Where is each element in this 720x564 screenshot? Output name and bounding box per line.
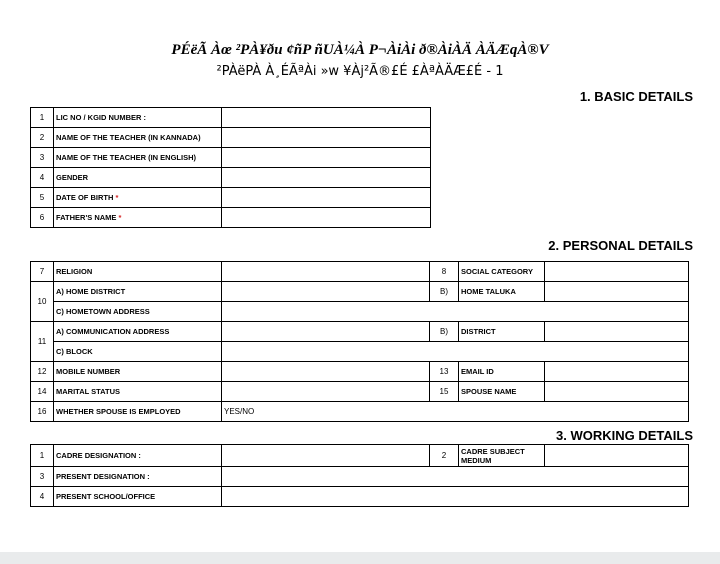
field-label-spouse-name: SPOUSE NAME [459, 382, 545, 402]
cadre-designation-input[interactable] [222, 445, 430, 467]
row-number: 2 [31, 128, 54, 148]
table-row [31, 382, 689, 402]
label-text: FATHER'S NAME [56, 213, 117, 222]
spouse-name-input[interactable] [545, 382, 689, 402]
field-label-cadre-designation: CADRE DESIGNATION : [54, 445, 222, 467]
required-asterisk: * [118, 213, 122, 222]
row-number: 11 [31, 322, 54, 362]
religion-input[interactable] [222, 262, 430, 282]
field-label-name-english: NAME OF THE TEACHER (IN ENGLISH) [54, 148, 222, 168]
table-row [31, 262, 689, 282]
communication-address-input[interactable] [222, 322, 430, 342]
page-footer-bar [0, 552, 720, 564]
row-number: 3 [31, 148, 54, 168]
table-row [31, 208, 431, 228]
district-input[interactable] [545, 322, 689, 342]
table-row [31, 487, 689, 507]
table-row [31, 168, 431, 188]
sub-item-marker: B) [430, 282, 459, 302]
email-id-input[interactable] [545, 362, 689, 382]
label-text: DATE OF BIRTH [56, 193, 114, 202]
table-row [31, 342, 689, 362]
home-taluka-input[interactable] [545, 282, 689, 302]
field-label-religion: RELIGION [54, 262, 222, 282]
field-label-block: C) BLOCK [54, 342, 222, 362]
lic-kgid-input[interactable] [222, 108, 431, 128]
row-number: 1 [31, 445, 54, 467]
field-label-cadre-subject-medium: CADRE SUBJECT MEDIUM [459, 445, 545, 467]
home-district-input[interactable] [222, 282, 430, 302]
table-row [31, 148, 431, 168]
field-label-date-of-birth [54, 188, 222, 208]
section-heading-working-details: 3. WORKING DETAILS [556, 428, 693, 443]
row-number: 13 [430, 362, 459, 382]
date-of-birth-input[interactable] [222, 188, 431, 208]
fathers-name-input[interactable] [222, 208, 431, 228]
required-asterisk: * [115, 193, 119, 202]
row-number: 15 [430, 382, 459, 402]
field-label-email-id: EMAIL ID [459, 362, 545, 382]
form-title-kannada: PÉëÃ Àœ ²PÀ¥ðu ¢ñP ñUÀ¼À P¬ÀiÀi ð®ÀiÀÄ ÀÄÆqÀ®V [171, 42, 549, 58]
row-number: 2 [430, 445, 459, 467]
personal-details-table [30, 261, 689, 422]
field-label-present-designation: PRESENT DESIGNATION : [54, 467, 222, 487]
form-subtitle-kannada: ²PÀëPÀ À¸ÉÃªÀi »w ¥Àj²Ã®£É £ÀªÀÄÆ£É - 1 [216, 64, 504, 79]
field-label-home-taluka: HOME TALUKA [459, 282, 545, 302]
cadre-subject-medium-input[interactable] [545, 445, 689, 467]
present-designation-input[interactable] [222, 467, 689, 487]
block-input[interactable] [222, 342, 689, 362]
row-number: 4 [31, 487, 54, 507]
table-row [31, 108, 431, 128]
field-label-mobile-number: MOBILE NUMBER [54, 362, 222, 382]
table-row [31, 467, 689, 487]
table-row [31, 362, 689, 382]
field-label-district: DISTRICT [459, 322, 545, 342]
row-number: 16 [31, 402, 54, 422]
hometown-address-input[interactable] [222, 302, 689, 322]
row-number: 7 [31, 262, 54, 282]
field-label-name-kannada: NAME OF THE TEACHER (IN KANNADA) [54, 128, 222, 148]
field-label-marital-status: MARITAL STATUS [54, 382, 222, 402]
field-label-spouse-employed: WHETHER SPOUSE IS EMPLOYED [54, 402, 222, 422]
field-label-present-school-office: PRESENT SCHOOL/OFFICE [54, 487, 222, 507]
marital-status-input[interactable] [222, 382, 430, 402]
field-label-fathers-name [54, 208, 222, 228]
table-row [31, 188, 431, 208]
sub-item-marker: B) [430, 322, 459, 342]
field-label-gender: GENDER [54, 168, 222, 188]
table-row [31, 402, 689, 422]
spouse-employed-input[interactable]: YES/NO [222, 402, 689, 422]
gender-input[interactable] [222, 168, 431, 188]
mobile-number-input[interactable] [222, 362, 430, 382]
table-row [31, 302, 689, 322]
field-label-home-district: A) HOME DISTRICT [54, 282, 222, 302]
social-category-input[interactable] [545, 262, 689, 282]
row-number: 8 [430, 262, 459, 282]
row-number: 12 [31, 362, 54, 382]
section-heading-basic-details: 1. BASIC DETAILS [579, 89, 693, 104]
row-number: 6 [31, 208, 54, 228]
row-number: 14 [31, 382, 54, 402]
table-row [31, 445, 689, 467]
field-label-hometown-address: C) HOMETOWN ADDRESS [54, 302, 222, 322]
row-number: 4 [31, 168, 54, 188]
field-label-social-category: SOCIAL CATEGORY [459, 262, 545, 282]
row-number: 1 [31, 108, 54, 128]
table-row [31, 322, 689, 342]
section-heading-personal-details: 2. PERSONAL DETAILS [548, 238, 693, 253]
name-english-input[interactable] [222, 148, 431, 168]
field-label-communication-address: A) COMMUNICATION ADDRESS [54, 322, 222, 342]
basic-details-table [30, 107, 431, 228]
row-number: 5 [31, 188, 54, 208]
working-details-table [30, 444, 689, 507]
row-number: 10 [31, 282, 54, 322]
row-number: 3 [31, 467, 54, 487]
table-row [31, 282, 689, 302]
present-school-office-input[interactable] [222, 487, 689, 507]
field-label-lic-kgid: LIC NO / KGID NUMBER : [54, 108, 222, 128]
name-kannada-input[interactable] [222, 128, 431, 148]
table-row [31, 128, 431, 148]
